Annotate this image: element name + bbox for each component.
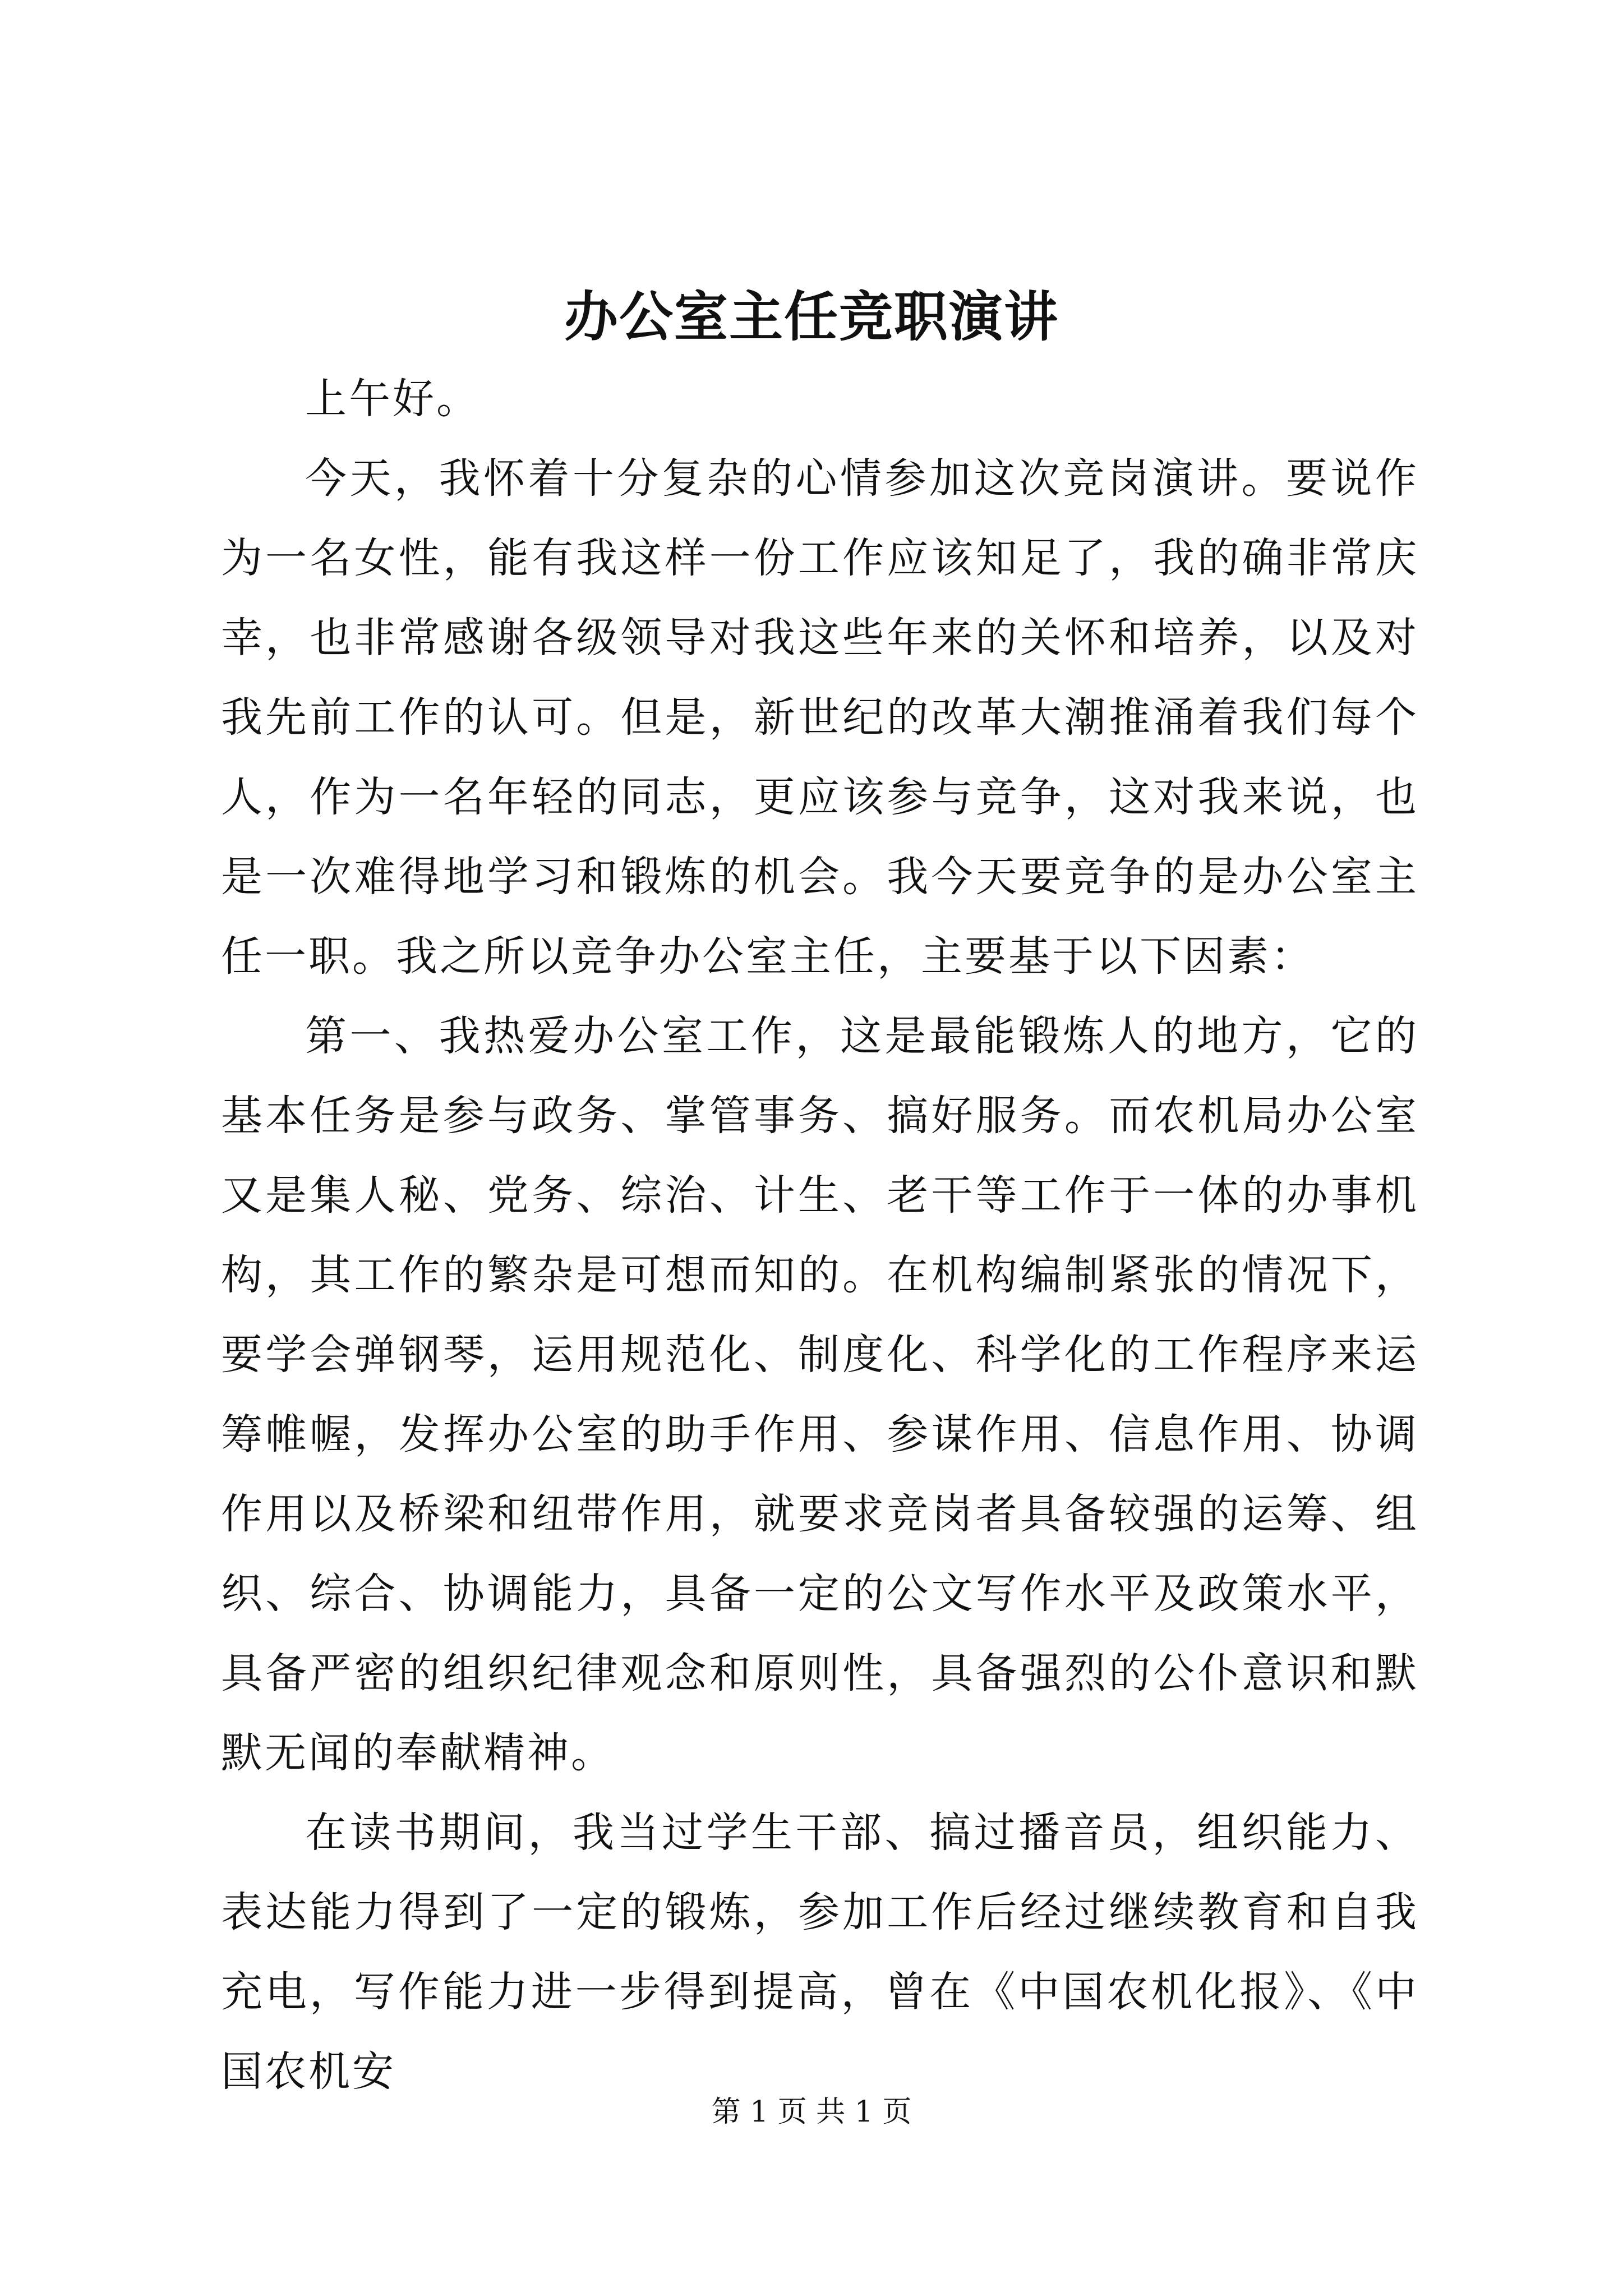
page-number-footer: 第 1 页 共 1 页 xyxy=(711,2095,912,2129)
document-title: 办公室主任竞职演讲 xyxy=(564,285,1059,348)
paragraph-experience: 在读书期间，我当过学生干部、搞过播音员，组织能力、表达能力得到了一定的锻炼，参加工作后经过继续教育和自我充电，写作能力进一步得到提高，曾在《中国农机化报》、《中国农机安 xyxy=(221,1809,1419,2096)
paragraph-intro: 今天，我怀着十分复杂的心情参加这次竞岗演讲。要说作为一名女性，能有我这样一份工作应该知足了，我的确非常庆幸，也非常感谢各级领导对我这些年来的关怀和培养，以及对我先前工作的认可。但是，新世纪的改革大潮推涌着我们每个人，作为一名年轻的同志，更应该参与竞争，这对我来说，也是一次难得地学习和锻炼的机会。我今天要竞争的是办公室主任一职。我之所以竞争办公室主任，主要基于以下因素： xyxy=(221,454,1419,981)
paragraph-first-reason: 第一、我热爱办公室工作，这是最能锻炼人的地方，它的基本任务是参与政务、掌管事务、搞好服务。而农机局办公室又是集人秘、党务、综治、计生、老干等工作于一体的办事机构，其工作的繁杂是可想而知的。在机构编制紧张的情况下，要学会弹钢琴，运用规范化、制度化、科学化的工作程序来运筹帷幄，发挥办公室的助手作用、参谋作用、信息作用、协调作用以及桥梁和纽带作用，就要求竞岗者具备较强的运筹、组织、综合、协调能力，具备一定的公文写作水平及政策水平，具备严密的组织纪律观念和原则性，具备强烈的公仆意识和默默无闻的奉献精神。 xyxy=(221,1012,1419,1777)
paragraph-greeting: 上午好。 xyxy=(305,375,480,423)
document-body xyxy=(221,359,1419,2111)
